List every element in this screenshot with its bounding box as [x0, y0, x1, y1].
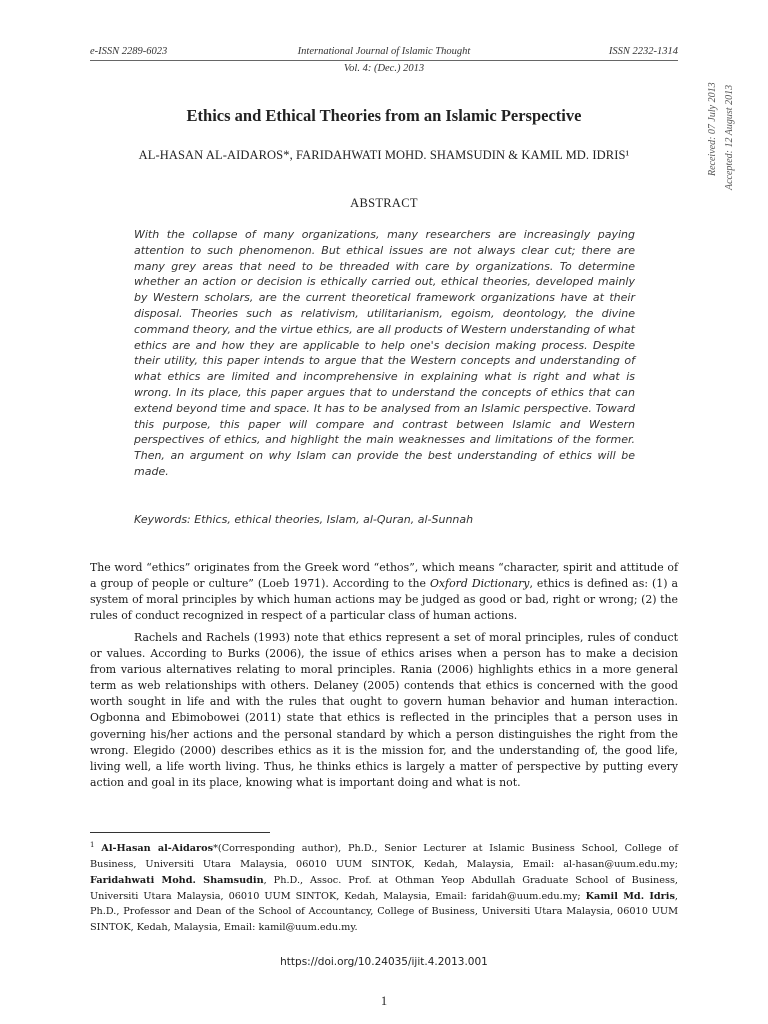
- header-rule: [90, 60, 678, 61]
- body-text: , ethics is defined as: (1) a system of moral principles by which human actions may be judged as good or bad, right or wrong; (2) the rules of conduct recognized in respect of a particular class of human actions.: [90, 577, 678, 623]
- header-issn: ISSN 2232-1314: [608, 46, 678, 57]
- body-italic-term: Oxford Dictionary: [429, 577, 530, 591]
- accepted-date: Accepted: 12 August 2013: [724, 84, 735, 190]
- body-paragraph-2: Rachels and Rachels (1993) note that ethics represent a set of moral principles, rules of conduct or values. According to Burks (2006), the issue of ethics arises when a person has to make a decision from various alternatives relating to moral principles. Rania (2006) highlights ethics in a more general term as web relationships with others. Delaney (2005) contends that ethics is concerned with the good worth sought in life and with the rules that ought to govern human behavior and human interaction. Ogbonna and Ebimobowei (2011) state that ethics is reflected in the principles that a person uses in governing his/her actions and the personal standard by which a person distinguishes the right from the wrong. Elegido (2000) describes ethics as it is the mission for, and the understanding of, the good life, living well, a life worth living. Thus, he thinks ethics is largely a matter of perspective by putting every action and goal in its place, knowing what is important doing and what is not.: [90, 631, 678, 789]
- footnote-rule: [90, 832, 270, 833]
- footnote-text: *(Corresponding author), Ph.D., Senior Lecturer at Islamic Business School, College of Business, Universiti Utara Malaysia, 06010 UUM SINTOK, Kedah, Malaysia, Email: al-hasan@uum.edu.my;: [90, 843, 678, 871]
- received-date: Received: 07 July 2013: [707, 82, 718, 176]
- footnote-marker: 1: [90, 841, 95, 849]
- paper-title: Ethics and Ethical Theories from an Islamic Perspective: [186, 106, 582, 125]
- footnote: [90, 838, 678, 936]
- footnote-author-name: Faridahwati Mohd. Shamsudin: [90, 874, 264, 886]
- footnote-text: , Ph.D., Professor and Dean of the School of Accountancy, College of Business, Universiti Utara Malaysia, 06010 UUM SINTOK, Kedah, Malaysia, Email: kamil@uum.edu.my.: [90, 890, 678, 934]
- abstract-heading: ABSTRACT: [350, 196, 418, 210]
- header-volume: Vol. 4: (Dec.) 2013: [343, 63, 425, 74]
- footnote-author-name: Al-Hasan al-Aidaros: [101, 843, 214, 855]
- doi-link[interactable]: https://doi.org/10.24035/ijit.4.2013.001: [280, 956, 488, 968]
- header-journal-name: International Journal of Islamic Thought: [297, 46, 471, 57]
- abstract-text: With the collapse of many organizations, many researchers are increasingly paying attention to such phenomenon. But ethical issues are not always clear cut; there are many grey areas that need to be threaded with care by organizations. To determine whether an action or decision is ethically carried out, ethical theories, developed mainly by Western scholars, are the current theoretical framework organizations have at their disposal. Theories such as relativism, utilitarianism, egoism, deontology, the divine command theory, and the virtue ethics, are all products of Western understanding of what ethics are and how they are applicable to help one's decision making process. Despite their utility, this paper intends to argue that the Western concepts and understanding of what ethics are limited and incomprehensive in explaining what is right and what is wrong. In its place, this paper argues that to understand the concepts of ethics that can extend beyond time and space. It has to be analysed from an Islamic perspective. Toward this purpose, this paper will compare and contrast between Islamic and Western perspectives of ethics, and highlight the main weaknesses and limitations of the former. Then, an argument on why Islam can provide the best understanding of ethics will be made.: [134, 228, 635, 478]
- page-number: 1: [380, 994, 388, 1008]
- body-text: The word “ethics” originates from the Greek word “ethos”, which means “character, spirit and attitude of a group of people or culture” (Loeb 1971). According to the: [90, 561, 678, 591]
- body-paragraph-1: [90, 560, 678, 624]
- keywords: Keywords: Ethics, ethical theories, Islam, al-Quran, al-Sunnah: [134, 513, 474, 526]
- paper-authors: AL-HASAN AL-AIDAROS*, FARIDAHWATI MOHD. SHAMSUDIN & KAMIL MD. IDRIS¹: [138, 148, 630, 162]
- footnote-author-name: Kamil Md. Idris: [585, 890, 675, 902]
- footnote-text: , Ph.D., Assoc. Prof. at Othman Yeop Abdullah Graduate School of Business, Universiti Utara Malaysia, 06010 UUM SINTOK, Kedah, Malaysia, Email: faridah@uum.edu.my;: [90, 874, 678, 902]
- header-eissn: e-ISSN 2289-6023: [90, 46, 168, 57]
